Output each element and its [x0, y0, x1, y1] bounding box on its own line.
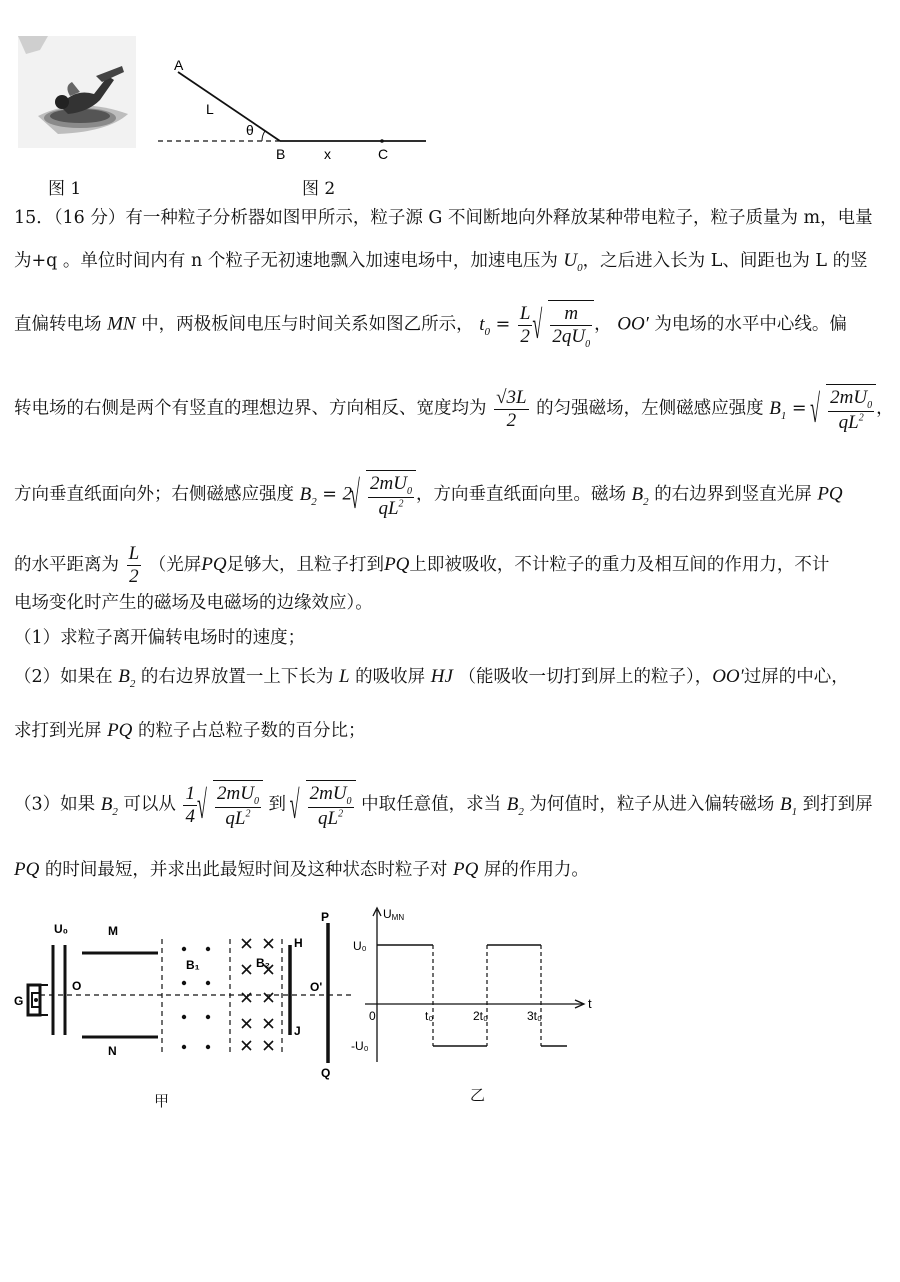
- label-m: M: [108, 924, 118, 938]
- sqrt-2mu0-over-ql2: √ $\frac{2mU_0}{qL^2}$: [812, 384, 876, 434]
- figure-jia-caption: 甲: [154, 1092, 170, 1110]
- label-q: Q: [321, 1066, 331, 1080]
- symbol-mn: MN: [107, 313, 136, 335]
- symbol-b1: $B_1$: [769, 397, 787, 422]
- square-wave: [377, 945, 567, 1046]
- label-c: C: [378, 146, 389, 162]
- label-b1: B₁: [186, 958, 200, 972]
- label-b: B: [276, 146, 286, 162]
- question-1: （1）求粒子离开偏转电场时的速度；: [14, 628, 306, 648]
- problem-line-5: 方向垂直纸面向外；右侧磁感应强度 $B_2 = 2$ √ $\frac{2mU_0}{qL^2}$ ，方向垂直纸面向里。磁场 $B_2$ 的右边界到竖直光屏 PQ: [14, 470, 886, 520]
- point-c-dot: [380, 139, 384, 143]
- label-zero: 0: [369, 1009, 376, 1023]
- label-p: P: [321, 910, 330, 924]
- figure-1-photo: [18, 36, 136, 148]
- label-t0: t₀: [425, 1009, 434, 1023]
- problem-number: 15．（16 分）: [14, 208, 126, 228]
- label-b2: B₂: [256, 956, 270, 970]
- label-j: J: [294, 1024, 301, 1038]
- label-neg-u0: -U₀: [351, 1039, 369, 1053]
- problem-line-2: 为+q 。单位时间内有 n 个粒子无初速地飘入加速电场中，加速电压为 $U_0$，之后进入长为 L、间距也为 L 的竖: [14, 250, 868, 274]
- label-umn: UMN: [383, 907, 405, 922]
- voltage-time-graph: [345, 900, 605, 1070]
- fraction-sqrt3l-over-2: $\frac{√3L}{2}$: [496, 386, 527, 431]
- sqrt-m-over-2qu0: √ $\frac{m}{2qU_0}$: [534, 300, 594, 350]
- question-3-continued: PQ 的时间最短，并求出此最短时间及这种状态时粒子对 PQ 屏的作用力。: [14, 859, 589, 880]
- figure-2-caption: 图 2: [302, 179, 336, 199]
- label-l: L: [206, 101, 214, 117]
- skier-photo-illustration: [18, 36, 136, 148]
- label-theta: θ: [246, 122, 254, 138]
- wave-transitions: [433, 945, 541, 1046]
- fraction-l-over-2: $\frac{L}{2}$: [519, 302, 531, 347]
- label-x: x: [324, 146, 331, 162]
- question-2-continued: 求打到光屏 PQ 的粒子占总粒子数的百分比；: [14, 720, 366, 741]
- label-2t0: 2t₀: [473, 1009, 488, 1023]
- question-2: （2）如果在 $B_2$ 的右边界放置一上下长为 L 的吸收屏 HJ （能吸收一切打到屏上的粒子），OO′过屏的中心，: [14, 666, 849, 690]
- incline-diagram: [158, 56, 438, 166]
- figure-yi-caption: 乙: [470, 1086, 486, 1104]
- incline-line: [178, 72, 280, 141]
- fraction-l-over-2-b: $\frac{L}{2}$: [128, 543, 140, 587]
- figure-jia-analyzer: [10, 905, 360, 1090]
- figure-1-caption: 图 1: [48, 179, 82, 199]
- question-3: （3）如果 $B_2$ 可以从 $\frac{1}{4}$ √ $\frac{2mU_0}{qL^2}$ 到 √ $\frac{2mU_0}{qL^2}$ 中取任意值，求当 $B_2$ 为何值时，粒子从进入偏转磁场 $B_1$ 到打到屏: [14, 780, 886, 830]
- formula-t0: $t_0$: [479, 313, 491, 338]
- figure-yi-voltage-graph: [345, 900, 605, 1070]
- problem-line-7: 电场变化时产生的磁场及电磁场的边缘效应）。: [14, 593, 373, 613]
- symbol-b2: $B_2$: [299, 483, 317, 508]
- symbol-u0: $U_0$: [563, 250, 583, 274]
- symbol-oo: OO′: [617, 313, 649, 335]
- label-n: N: [108, 1044, 117, 1058]
- label-u0: U₀: [353, 939, 367, 953]
- problem-line-4: 转电场的右侧是两个有竖直的理想边界、方向相反、宽度均为 $\frac{√3L}{2}$ 的匀强磁场，左侧磁感应强度 $B_1$ = √ $\frac{2mU_0}{qL^2}$ ，: [14, 384, 886, 434]
- problem-line-6: 的水平距离为 $\frac{L}{2}$ （光屏PQ足够大，且粒子打到PQ上即被吸收，不计粒子的重力及相互间的作用力，不计: [14, 543, 830, 587]
- figure-2-incline: [158, 56, 438, 166]
- angle-arc: [262, 131, 265, 141]
- problem-line-3: 直偏转电场 MN 中，两极板间电压与时间关系如图乙所示， $t_0$ = $\frac{L}{2}$ √ $\frac{m}{2qU_0}$ ， OO′ 为电场的水平中心线。偏: [14, 300, 886, 350]
- label-g: G: [14, 994, 24, 1008]
- label-t: t: [588, 996, 592, 1011]
- label-a: A: [174, 57, 184, 73]
- fraction-one-quarter: $\frac{1}{4}$: [185, 782, 195, 827]
- sqrt-2mu0-over-ql2-b2: √ $\frac{2mU_0}{qL^2}$: [352, 470, 416, 520]
- label-3t0: 3t₀: [527, 1009, 542, 1023]
- label-h: H: [294, 936, 303, 950]
- label-o-prime: O': [310, 980, 323, 994]
- problem-line-1: 15．（16 分）有一种粒子分析器如图甲所示，粒子源 G 不间断地向外释放某种带电粒子，粒子质量为 m，电量: [14, 208, 873, 228]
- label-o: O: [72, 979, 82, 993]
- label-u0: U₀: [54, 922, 69, 936]
- analyzer-diagram: [10, 905, 360, 1090]
